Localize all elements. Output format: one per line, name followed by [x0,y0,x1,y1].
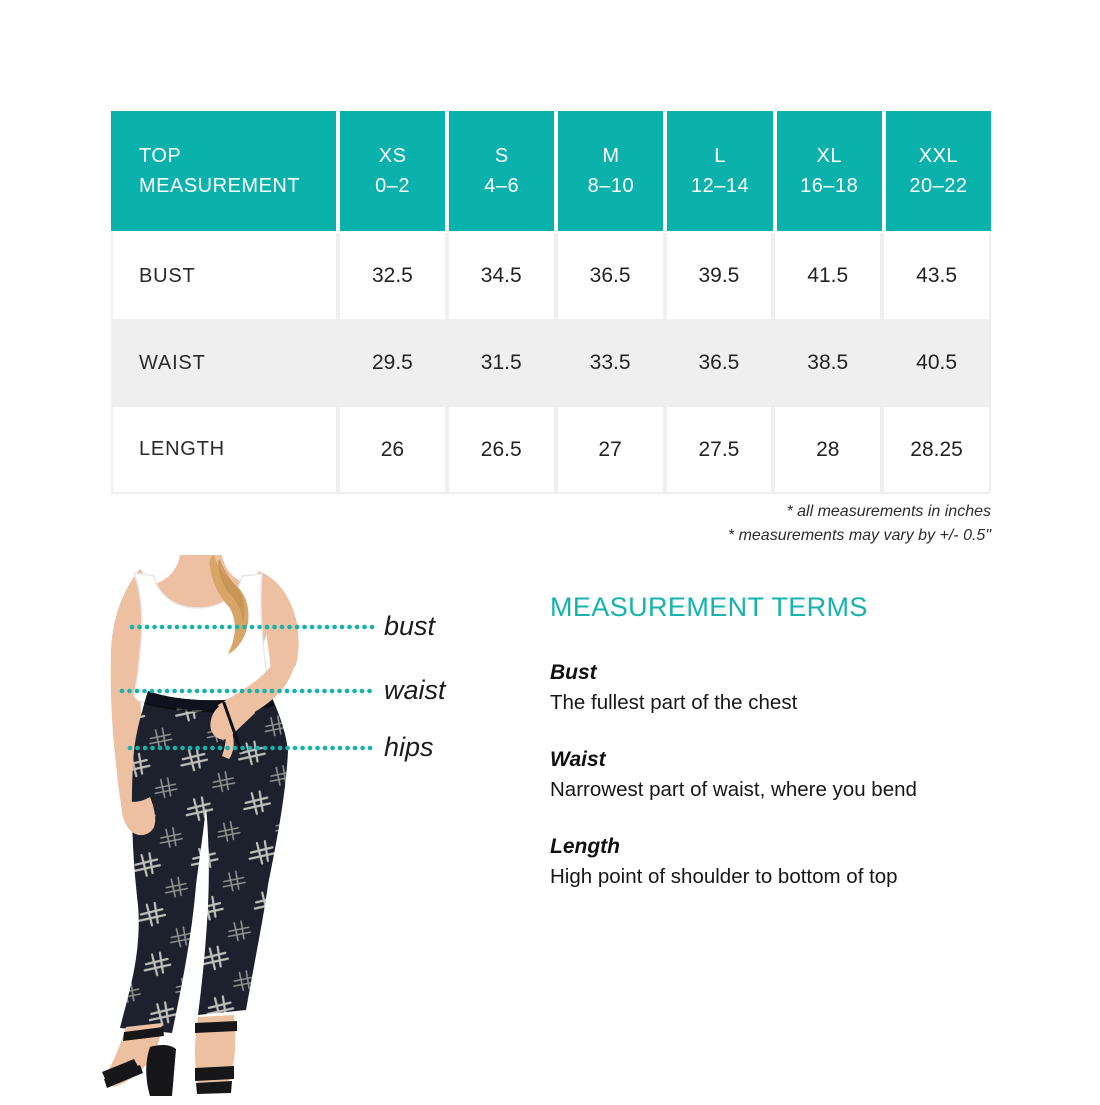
cell-waist-xs: 29.5 [340,319,445,407]
size-range: 4–6 [484,175,520,197]
measurement-terms-section [550,592,1030,919]
term-name: Waist [550,748,606,771]
corner-line1: TOP [139,145,182,167]
column-header-m [558,111,663,231]
term-bust [550,658,1030,718]
cell-waist-l: 36.5 [667,319,772,407]
column-header-xxl [886,111,991,231]
footnote-inches: * all measurements in inches [786,503,991,520]
size-range: 20–22 [909,175,968,197]
cell-waist-m: 33.5 [558,319,663,407]
cell-bust-l: 39.5 [667,233,772,319]
cell-bust-xs: 32.5 [340,233,445,319]
size-label: XL [816,145,842,167]
term-name: Bust [550,661,597,684]
size-label: XXL [918,145,959,167]
cell-waist-s: 31.5 [449,319,554,407]
cell-bust-m: 36.5 [558,233,663,319]
term-length [550,832,1030,892]
column-header-l [667,111,772,231]
model-pants [120,691,288,1033]
row-label-bust: BUST [113,233,336,319]
size-range: 16–18 [800,175,859,197]
column-header-s [449,111,554,231]
cell-waist-xl: 38.5 [775,319,880,407]
corner-header-cell [111,111,336,231]
row-label-length: LENGTH [113,407,336,492]
table-row-length [113,407,989,492]
size-label: M [602,145,620,167]
bust-line-label: bust [384,611,436,641]
model-left-hand [121,797,155,835]
measurement-footnotes [728,500,991,548]
model-photo [98,555,383,1100]
size-chart-body [111,233,991,494]
size-chart-header-row [111,111,991,231]
size-label: S [494,145,509,167]
size-label: XS [378,145,407,167]
measurement-terms-heading: MEASUREMENT TERMS [550,592,868,622]
column-header-xs [340,111,445,231]
footnote-variance: * measurements may vary by +/- 0.5" [727,527,991,544]
size-range: 12–14 [691,175,750,197]
size-chart-table [111,111,991,494]
cell-bust-xl: 41.5 [775,233,880,319]
term-name: Length [550,835,620,858]
cell-length-s: 26.5 [449,407,554,492]
cell-length-xl: 28 [775,407,880,492]
cell-bust-xxl: 43.5 [884,233,989,319]
table-row-bust [113,233,989,319]
term-definition: High point of shoulder to bottom of top [550,865,898,888]
term-definition: Narrowest part of waist, where you bend [550,778,917,801]
row-label-waist: WAIST [113,319,336,407]
term-waist [550,745,1030,805]
cell-length-l: 27.5 [667,407,772,492]
cell-waist-xxl: 40.5 [884,319,989,407]
cell-bust-s: 34.5 [449,233,554,319]
column-header-xl [777,111,882,231]
waist-line-label: waist [384,675,446,705]
corner-line2: MEASUREMENT [139,175,301,197]
cell-length-xxl: 28.25 [884,407,989,492]
model-illustration [98,555,383,1100]
hips-line-label: hips [384,732,434,762]
term-definition: The fullest part of the chest [550,691,798,714]
cell-length-m: 27 [558,407,663,492]
cell-length-xs: 26 [340,407,445,492]
size-range: 8–10 [587,175,635,197]
size-label: L [714,145,726,167]
table-row-waist [113,319,989,407]
size-range: 0–2 [375,175,411,197]
